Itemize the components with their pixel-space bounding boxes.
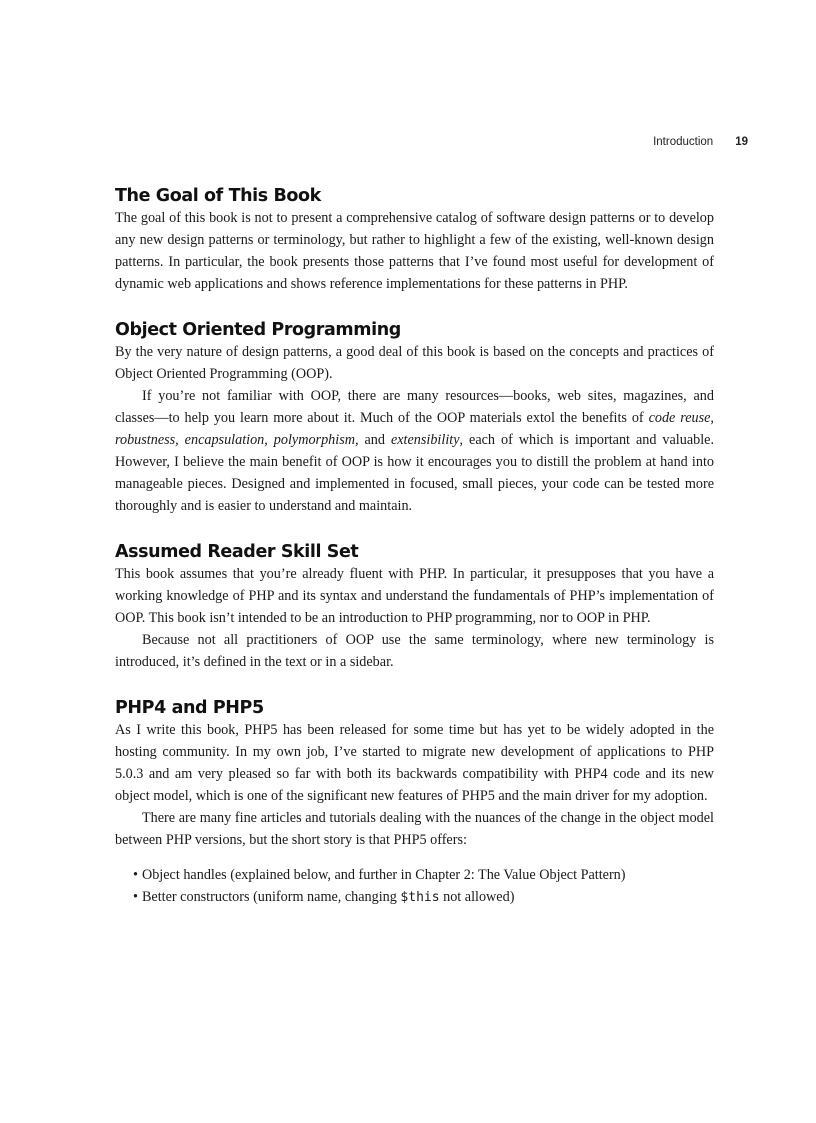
running-title: Introduction [653,136,714,148]
emphasis-text: code reuse, robustness, encapsulation, polymorphism, [115,410,714,448]
paragraph: By the very nature of design patterns, a good deal of this book is based on the concepts and practices of Object Oriented Programming (OOP). [115,344,714,382]
paragraph: Because not all practitioners of OOP use the same terminology, where new terminology is introduced, it’s defined in the text or in a sidebar. [115,632,714,670]
section-heading: Assumed Reader Skill Set [115,542,359,562]
section-skill-set [115,539,714,673]
list-item-text: not allowed) [439,889,515,905]
section-oop [115,317,714,517]
section-php4-php5 [115,695,714,909]
paragraph-text: If you’re not familiar with OOP, there are many resources—books, web sites, magazines, and classes—to help you learn more about it. Much of the OOP materials extol the benefits of [115,388,714,426]
paragraph-text: and [358,432,391,448]
paragraph-text: , each of which is important and valuable. However, I believe the main benefit of OOP is how it encourages you to distill the problem at hand into manageable pieces. Designed and implemented in focused, small pieces, your code can be tested more thoroughly and is easier to understand and maintain. [115,432,714,514]
running-header [115,134,748,150]
section-heading: PHP4 and PHP5 [115,698,264,718]
emphasis-text: extensibility [390,432,460,448]
inline-code: $this [400,890,440,905]
section-goal [115,183,714,295]
list-item [133,886,714,909]
section-heading: The Goal of This Book [115,186,321,206]
list-item-text: Better constructors (uniform name, changing [141,889,401,905]
paragraph: The goal of this book is not to present a comprehensive catalog of software design patterns or to develop any new design patterns or terminology, but rather to highlight a few of the existing, well-known design patterns. In particular, the book presents those patterns that I’ve found most useful for development of dynamic web applications and shows reference implementations for these patterns in PHP. [115,210,714,292]
list-item: • Object handles (explained below, and further in Chapter 2: The Value Object Pattern) [133,864,714,886]
paragraph: As I write this book, PHP5 has been released for some time but has yet to be widely adopted in the hosting community. In my own job, I’ve started to migrate new development of applications to PHP 5.0.3 and am very pleased so far with both its backwards compatibility with PHP4 code and its new object model, which is one of the significant new features of PHP5 and the main driver for my adoption. [115,722,714,804]
section-heading: Object Oriented Programming [115,320,401,340]
bullet-list [115,864,714,909]
paragraph: This book assumes that you’re already fluent with PHP. In particular, it presupposes that you have a working knowledge of PHP and its syntax and understand the fundamentals of PHP’s implementation of OOP. This book isn’t intended to be an introduction to PHP programming, nor to OOP in PHP. [115,566,714,626]
paragraph [115,385,714,517]
paragraph: There are many fine articles and tutorials dealing with the nuances of the change in the object model between PHP versions, but the short story is that PHP5 offers: [115,810,714,848]
page-body [115,183,714,909]
page-number: 19 [735,136,748,148]
